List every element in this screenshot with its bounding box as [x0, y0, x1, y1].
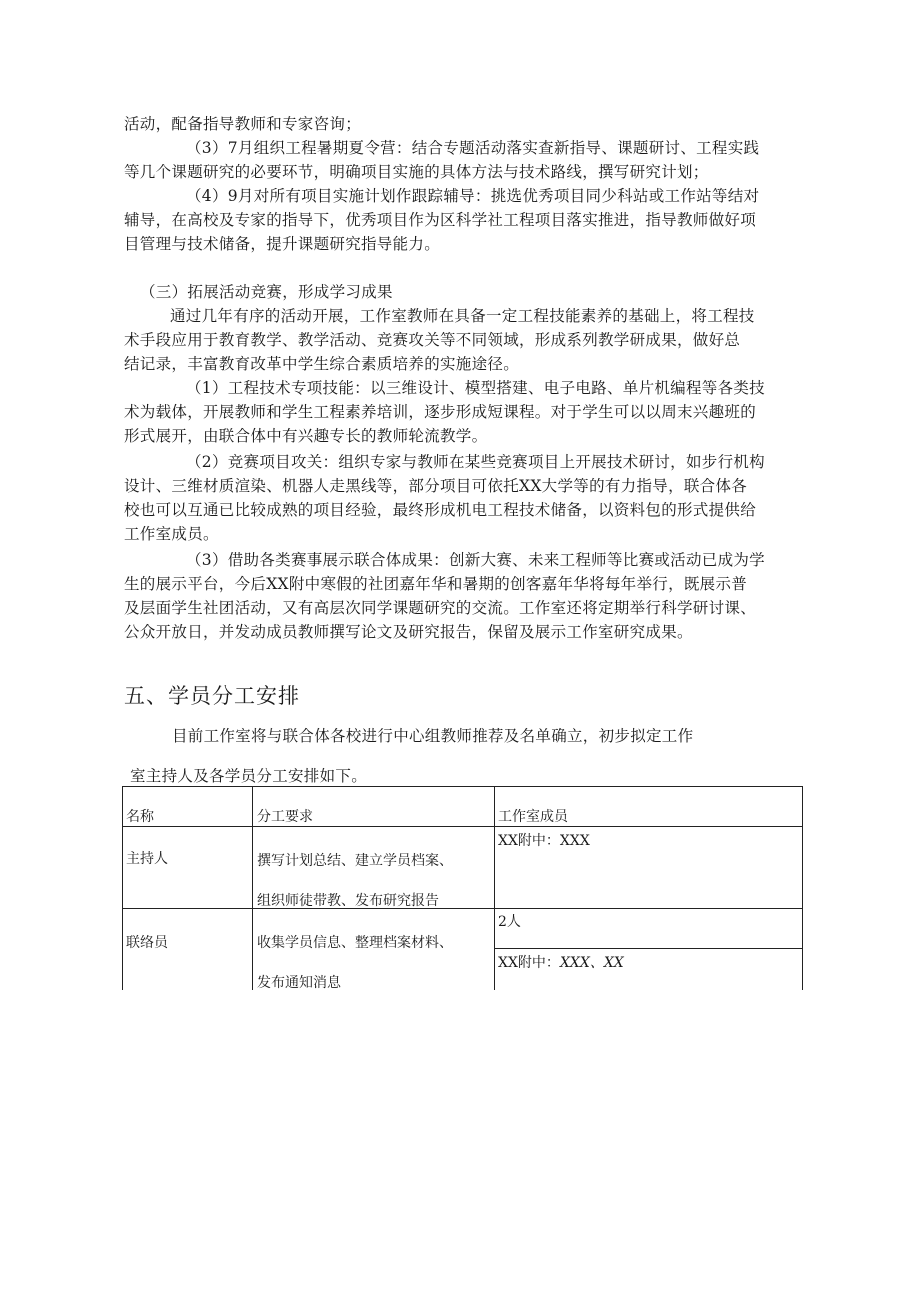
paragraph-line: （4）9月对所有项目实施计划作跟踪辅导：挑选优秀项目同少科站或工作站等结对 — [186, 187, 760, 205]
section-heading: 五、学员分工安排 — [124, 684, 300, 708]
paragraph-line: 室主持人及各学员分工安排如下。 — [130, 767, 368, 785]
table-header-name: 名称 — [126, 809, 154, 825]
table-cell-member — [498, 952, 624, 972]
paragraph-line: 设计、三维材质渲染、机器人走黑线等，部分项目可依托XX大学等的有力指导，联合体各 — [124, 477, 748, 495]
table-cell-member: XX附中：XXX — [498, 833, 590, 849]
table-border — [802, 786, 803, 990]
table-header-members: 工作室成员 — [498, 809, 568, 825]
member-school: XX附中： — [498, 955, 560, 971]
table-cell-role: 联络员 — [126, 935, 168, 951]
paragraph-line: 目管理与技术储备，提升课题研究指导能力。 — [124, 235, 441, 253]
paragraph-line: 通过几年有序的活动开展，工作室教师在具备一定工程技能素养的基础上，将工程技 — [170, 307, 755, 325]
table-border — [494, 948, 802, 949]
paragraph-line: 及层面学生社团活动，又有高层次同学课题研究的交流。工作室还将定期举行科学研讨课、 — [124, 599, 757, 617]
paragraph-line: 术手段应用于教育教学、教学活动、竞赛攻关等不同领域，形成系列教学研成果，做好总 — [124, 331, 741, 349]
paragraph-line: 形式展开，由联合体中有兴趣专长的教师轮流教学。 — [124, 427, 488, 445]
paragraph-line: 等几个课题研究的必要环节，明确项目实施的具体方法与技术路线，撰写研究计划； — [124, 163, 709, 181]
table-border — [252, 786, 253, 990]
paragraph-line: （1）工程技术专项技能：以三维设计、模型搭建、电子电路、单片机编程等各类技 — [186, 379, 765, 397]
table-border — [122, 786, 123, 990]
paragraph-line: 目前工作室将与联合体各校进行中心组教师推荐及名单确立，初步拟定工作 — [172, 727, 694, 745]
paragraph-line: 工作室成员。 — [124, 525, 219, 543]
table-cell-duty: 组织师徒带教、发布研究报告 — [257, 893, 439, 909]
paragraph-line: 辅导，在高校及专家的指导下，优秀项目作为区科学社工程项目落实推进，指导教师做好项 — [124, 211, 757, 229]
table-cell-role: 主持人 — [126, 851, 168, 867]
paragraph-line: （3）借助各类赛事展示联合体成果：创新大赛、未来工程师等比赛或活动已成为学 — [186, 551, 765, 569]
paragraph-line: 校也可以互通已比较成熟的项目经验，最终形成机电工程技术储备，以资料包的形式提供给 — [124, 501, 757, 519]
table-cell-member-count: 2人 — [498, 914, 521, 930]
table-border — [494, 786, 495, 990]
table-border — [122, 786, 802, 787]
member-names: XXX、XX — [559, 955, 624, 971]
paragraph-line: 术为载体，开展教师和学生工程素养培训，逐步形成短课程。对于学生可以以周末兴趣班的 — [124, 403, 757, 421]
table-cell-duty: 发布通知消息 — [257, 975, 341, 991]
table-header-duty: 分工要求 — [257, 809, 313, 825]
table-cell-duty: 收集学员信息、整理档案材料、 — [257, 935, 453, 951]
paragraph-line: 活动，配备指导教师和专家咨询； — [124, 115, 362, 133]
paragraph-line: （3）7月组织工程暑期夏令营：结合专题活动落实查新指导、课题研讨、工程实践 — [186, 139, 760, 157]
paragraph-line: 结记录，丰富教育改革中学生综合素质培养的实施途径。 — [124, 355, 520, 373]
paragraph-line: 生的展示平台，今后XX附中寒假的社团嘉年华和暑期的创客嘉年华将每年举行，既展示普 — [124, 575, 748, 593]
section-subheading: （三）拓展活动竞赛，形成学习成果 — [140, 283, 393, 301]
table-border — [122, 826, 802, 827]
paragraph-line: （2）竞赛项目攻关：组织专家与教师在某些竞赛项目上开展技术研讨，如步行机构 — [186, 453, 765, 471]
table-border — [122, 908, 802, 909]
table-cell-duty: 撰写计划总结、建立学员档案、 — [257, 853, 453, 869]
paragraph-line: 公众开放日，并发动成员教师撰写论文及研究报告，保留及展示工作室研究成果。 — [124, 623, 693, 641]
